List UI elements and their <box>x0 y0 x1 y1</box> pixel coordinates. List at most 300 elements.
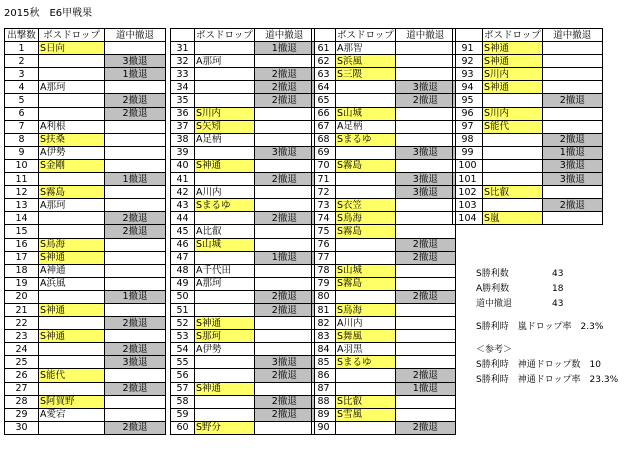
page-title: 2015秋 E6甲戦果 <box>4 8 93 19</box>
sortie-number: 77 <box>312 251 336 264</box>
boss-drop-cell: S比叡 <box>483 186 543 199</box>
header-drop: ボスドロップ <box>196 29 253 41</box>
boss-drop-cell: S舞風 <box>336 330 396 343</box>
sortie-number: 90 <box>312 421 336 434</box>
retreat-cell <box>395 303 455 316</box>
retreat-cell <box>395 159 455 172</box>
retreat-cell: 3撤退 <box>395 173 455 186</box>
sortie-number: 84 <box>312 343 336 356</box>
sortie-number: 100 <box>453 159 483 172</box>
table-row <box>453 146 603 159</box>
table-row <box>312 395 456 408</box>
table-row <box>5 199 166 212</box>
sortie-number: 53 <box>171 330 195 343</box>
sortie-number: 67 <box>312 120 336 133</box>
sortie-number: 61 <box>312 42 336 55</box>
boss-drop-cell: S鳥海 <box>39 238 105 251</box>
sortie-number: 5 <box>5 94 39 107</box>
stat-value: 18 <box>552 284 564 294</box>
retreat-cell: 2撤退 <box>254 369 314 382</box>
boss-drop-cell <box>39 107 105 120</box>
table-row <box>312 133 456 146</box>
sortie-number: 11 <box>5 173 39 186</box>
sortie-number: 43 <box>171 199 195 212</box>
table-row <box>453 159 603 172</box>
table-row <box>171 277 315 290</box>
boss-drop-cell: S神通 <box>195 159 255 172</box>
table-row <box>5 94 166 107</box>
stat-value: 43 <box>552 269 564 279</box>
table-row <box>312 146 456 159</box>
retreat-cell: 2撤退 <box>395 369 455 382</box>
retreat-cell: 3撤退 <box>542 173 602 186</box>
retreat-cell <box>395 199 455 212</box>
header-retreat: 道中撤退 <box>254 29 314 42</box>
sortie-number: 78 <box>312 264 336 277</box>
header-drop: ボスドロップ <box>39 29 105 42</box>
jintsu-drop-count: S勝利時 神通ドロップ数 10 <box>476 360 601 370</box>
sortie-number: 35 <box>171 94 195 107</box>
table-row <box>453 107 603 120</box>
table-row <box>171 133 315 146</box>
boss-drop-cell: S霧島 <box>336 159 396 172</box>
boss-drop-cell <box>336 146 396 159</box>
sortie-number: 99 <box>453 146 483 159</box>
boss-drop-cell <box>195 173 255 186</box>
sortie-number: 19 <box>5 277 39 290</box>
sortie-number: 81 <box>312 303 336 316</box>
boss-drop-cell <box>195 369 255 382</box>
boss-drop-cell: S神通 <box>483 81 543 94</box>
boss-drop-cell: S川内 <box>195 107 255 120</box>
retreat-cell <box>254 277 314 290</box>
table-row <box>312 343 456 356</box>
retreat-cell: 3撤退 <box>395 186 455 199</box>
boss-drop-cell: S浜風 <box>336 55 396 68</box>
results-table-4 <box>452 28 603 225</box>
boss-drop-cell: S山城 <box>336 264 396 277</box>
table-header-row <box>453 29 603 42</box>
header-blank <box>312 29 336 42</box>
sortie-number: 55 <box>171 356 195 369</box>
table-row <box>312 173 456 186</box>
retreat-cell <box>105 159 166 172</box>
boss-drop-cell <box>195 68 255 81</box>
boss-drop-cell: S霧島 <box>336 225 396 238</box>
table-row <box>312 199 456 212</box>
sortie-number: 32 <box>171 55 195 68</box>
retreat-cell <box>254 107 314 120</box>
sortie-number: 24 <box>5 343 39 356</box>
retreat-cell: 2撤退 <box>254 395 314 408</box>
table-row <box>312 277 456 290</box>
boss-drop-cell: S山城 <box>195 238 255 251</box>
retreat-cell: 2撤退 <box>254 408 314 421</box>
table-row <box>5 55 166 68</box>
boss-drop-cell <box>336 382 396 395</box>
boss-drop-cell: A伊勢 <box>39 146 105 159</box>
table-row <box>5 186 166 199</box>
boss-drop-cell <box>336 81 396 94</box>
retreat-cell <box>395 68 455 81</box>
retreat-cell <box>105 146 166 159</box>
sortie-number: 48 <box>171 264 195 277</box>
boss-drop-cell: A足柄 <box>195 133 255 146</box>
table-row <box>5 146 166 159</box>
header-retreat: 道中撤退 <box>542 29 602 42</box>
table-row <box>453 68 603 81</box>
table-header-row <box>5 29 166 42</box>
sortie-number: 75 <box>312 225 336 238</box>
retreat-cell <box>254 159 314 172</box>
table-row <box>5 133 166 146</box>
retreat-cell <box>105 120 166 133</box>
retreat-cell <box>105 264 166 277</box>
retreat-cell <box>105 42 166 55</box>
sortie-number: 63 <box>312 68 336 81</box>
table-row <box>312 68 456 81</box>
retreat-cell: 2撤退 <box>254 94 314 107</box>
retreat-cell <box>542 212 602 225</box>
retreat-cell <box>105 251 166 264</box>
boss-drop-cell <box>336 369 396 382</box>
retreat-cell <box>395 120 455 133</box>
boss-drop-cell: S川内 <box>483 107 543 120</box>
table-row <box>5 356 166 369</box>
table-row <box>171 81 315 94</box>
boss-drop-cell: S扶桑 <box>39 133 105 146</box>
boss-drop-cell: S神通 <box>39 303 105 316</box>
stat-s-wins <box>476 266 563 279</box>
sortie-number: 33 <box>171 68 195 81</box>
sortie-number: 58 <box>171 395 195 408</box>
table-row <box>312 159 456 172</box>
sortie-number: 83 <box>312 330 336 343</box>
arashi-drop-rate: S勝利時 嵐ドロップ率 2.3% <box>476 322 604 332</box>
boss-drop-cell: S霧島 <box>39 186 105 199</box>
retreat-cell: 2撤退 <box>395 94 455 107</box>
table-row <box>5 212 166 225</box>
stat-a-wins <box>476 281 563 294</box>
retreat-cell <box>105 408 166 421</box>
sortie-number: 7 <box>5 120 39 133</box>
boss-drop-cell <box>483 173 543 186</box>
table-row <box>5 264 166 277</box>
retreat-cell <box>395 317 455 330</box>
sortie-number: 65 <box>312 94 336 107</box>
boss-drop-cell: A羽黒 <box>336 343 396 356</box>
boss-drop-cell: S鳥海 <box>336 303 396 316</box>
retreat-cell: 2撤退 <box>105 107 166 120</box>
boss-drop-cell: S神通 <box>483 55 543 68</box>
table-row <box>5 303 166 316</box>
boss-drop-cell: A伊勢 <box>195 343 255 356</box>
table-row <box>5 120 166 133</box>
retreat-cell <box>542 68 602 81</box>
sortie-number: 92 <box>453 55 483 68</box>
retreat-cell <box>542 55 602 68</box>
table-row <box>312 421 456 434</box>
header-drop: ボスドロップ <box>484 29 541 41</box>
sortie-number: 82 <box>312 317 336 330</box>
table-row <box>312 120 456 133</box>
table-row <box>171 42 315 55</box>
boss-drop-cell: A那珂 <box>39 199 105 212</box>
sortie-number: 88 <box>312 395 336 408</box>
retreat-cell <box>542 107 602 120</box>
sortie-number: 80 <box>312 290 336 303</box>
boss-drop-cell: S川内 <box>483 68 543 81</box>
table-row <box>312 225 456 238</box>
retreat-cell <box>395 395 455 408</box>
boss-drop-cell: A利根 <box>39 120 105 133</box>
boss-drop-cell: A那珂 <box>39 81 105 94</box>
boss-drop-cell: S金剛 <box>39 159 105 172</box>
table-row <box>171 421 315 434</box>
retreat-cell: 2撤退 <box>254 303 314 316</box>
retreat-cell <box>254 199 314 212</box>
table-row <box>312 369 456 382</box>
boss-drop-cell: Sまるゆ <box>336 133 396 146</box>
boss-drop-cell: A那珂 <box>195 277 255 290</box>
boss-drop-cell <box>195 42 255 55</box>
table-row <box>171 186 315 199</box>
table-row <box>171 369 315 382</box>
retreat-cell: 2撤退 <box>105 421 166 434</box>
boss-drop-cell <box>336 421 396 434</box>
sortie-number: 50 <box>171 290 195 303</box>
stat-retreats <box>476 296 563 309</box>
boss-drop-cell <box>39 317 105 330</box>
boss-drop-cell <box>39 421 105 434</box>
table-row <box>312 81 456 94</box>
retreat-cell <box>254 120 314 133</box>
retreat-cell: 3撤退 <box>395 81 455 94</box>
retreat-cell: 2撤退 <box>254 212 314 225</box>
sortie-number: 74 <box>312 212 336 225</box>
boss-drop-cell <box>195 395 255 408</box>
table-row <box>312 238 456 251</box>
table-row <box>453 94 603 107</box>
sortie-number: 89 <box>312 408 336 421</box>
sortie-number: 68 <box>312 133 336 146</box>
boss-drop-cell: S日向 <box>39 42 105 55</box>
table-row <box>312 94 456 107</box>
boss-drop-cell <box>39 225 105 238</box>
boss-drop-cell: S野分 <box>195 421 255 434</box>
retreat-cell: 1撤退 <box>105 68 166 81</box>
sortie-number: 42 <box>171 186 195 199</box>
table-row <box>453 133 603 146</box>
table-row <box>453 186 603 199</box>
retreat-cell <box>395 107 455 120</box>
table-row <box>5 107 166 120</box>
boss-drop-cell <box>195 94 255 107</box>
retreat-cell <box>542 120 602 133</box>
retreat-cell: 2撤退 <box>105 225 166 238</box>
sortie-number: 94 <box>453 81 483 94</box>
boss-drop-cell: A千代田 <box>195 264 255 277</box>
boss-drop-cell: S山城 <box>336 107 396 120</box>
sortie-number: 69 <box>312 146 336 159</box>
sortie-number: 60 <box>171 421 195 434</box>
sortie-number: 66 <box>312 107 336 120</box>
table-row <box>5 81 166 94</box>
sortie-number: 79 <box>312 277 336 290</box>
table-row <box>171 238 315 251</box>
header-drop: ボスドロップ <box>337 29 394 41</box>
retreat-cell <box>395 343 455 356</box>
table-row <box>171 356 315 369</box>
retreat-cell <box>254 330 314 343</box>
retreat-cell: 2撤退 <box>105 343 166 356</box>
sortie-number: 31 <box>171 42 195 55</box>
sortie-number: 3 <box>5 68 39 81</box>
table-row <box>171 343 315 356</box>
table-row <box>5 330 166 343</box>
jintsu-drop-rate: S勝利時 神通ドロップ率 23.3% <box>476 375 619 385</box>
retreat-cell <box>105 238 166 251</box>
retreat-cell <box>105 369 166 382</box>
retreat-cell <box>254 238 314 251</box>
boss-drop-cell: S神通 <box>195 317 255 330</box>
boss-drop-cell <box>39 356 105 369</box>
retreat-cell <box>542 81 602 94</box>
boss-drop-cell: S神通 <box>195 382 255 395</box>
table-row <box>312 42 456 55</box>
table-row <box>312 55 456 68</box>
header-blank <box>453 29 483 42</box>
sortie-number: 26 <box>5 369 39 382</box>
table-row <box>171 317 315 330</box>
sortie-number: 37 <box>171 120 195 133</box>
retreat-cell: 3撤退 <box>105 356 166 369</box>
table-row <box>171 199 315 212</box>
table-row <box>453 42 603 55</box>
sortie-number: 98 <box>453 133 483 146</box>
table-row <box>171 303 315 316</box>
table-row <box>453 81 603 94</box>
table-row <box>171 94 315 107</box>
sortie-number: 70 <box>312 159 336 172</box>
stat-label: 道中撤退 <box>476 299 513 309</box>
retreat-cell: 2撤退 <box>254 68 314 81</box>
retreat-cell <box>395 212 455 225</box>
boss-drop-cell: S神通 <box>39 251 105 264</box>
boss-drop-cell <box>39 382 105 395</box>
boss-drop-cell: S霧島 <box>336 277 396 290</box>
sortie-number: 30 <box>5 421 39 434</box>
sortie-number: 102 <box>453 186 483 199</box>
table-row <box>453 120 603 133</box>
boss-drop-cell <box>195 146 255 159</box>
retreat-cell: 3撤退 <box>254 146 314 159</box>
sortie-number: 25 <box>5 356 39 369</box>
stat-label: A勝利数 <box>476 284 510 294</box>
table-row <box>5 421 166 434</box>
sortie-number: 21 <box>5 303 39 316</box>
retreat-cell: 2撤退 <box>395 421 455 434</box>
boss-drop-cell <box>39 212 105 225</box>
retreat-cell <box>105 277 166 290</box>
sortie-number: 6 <box>5 107 39 120</box>
sortie-number: 62 <box>312 55 336 68</box>
boss-drop-cell <box>336 186 396 199</box>
sortie-number: 73 <box>312 199 336 212</box>
sortie-number: 23 <box>5 330 39 343</box>
retreat-cell <box>254 55 314 68</box>
retreat-cell: 3撤退 <box>105 55 166 68</box>
sortie-number: 104 <box>453 212 483 225</box>
retreat-cell <box>395 264 455 277</box>
table-row <box>171 382 315 395</box>
table-row <box>312 186 456 199</box>
retreat-cell: 2撤退 <box>105 317 166 330</box>
table-row <box>5 225 166 238</box>
table-row <box>5 68 166 81</box>
results-table-3 <box>311 28 456 435</box>
boss-drop-cell <box>483 199 543 212</box>
retreat-cell <box>395 42 455 55</box>
retreat-cell <box>105 186 166 199</box>
sortie-number: 97 <box>453 120 483 133</box>
header-retreat: 道中撤退 <box>395 29 455 42</box>
sortie-number: 44 <box>171 212 195 225</box>
table-row <box>312 330 456 343</box>
sortie-number: 96 <box>453 107 483 120</box>
table-row <box>171 212 315 225</box>
table-row <box>5 290 166 303</box>
sortie-number: 10 <box>5 159 39 172</box>
boss-drop-cell: S能代 <box>483 120 543 133</box>
boss-drop-cell: S比叡 <box>336 395 396 408</box>
sortie-number: 103 <box>453 199 483 212</box>
boss-drop-cell: S神通 <box>39 330 105 343</box>
table-row <box>171 395 315 408</box>
table-row <box>5 395 166 408</box>
sortie-number: 28 <box>5 395 39 408</box>
retreat-cell: 2撤退 <box>105 382 166 395</box>
table-row <box>5 408 166 421</box>
retreat-cell <box>395 225 455 238</box>
sortie-number: 15 <box>5 225 39 238</box>
retreat-cell <box>105 395 166 408</box>
table-header-row <box>312 29 456 42</box>
retreat-cell <box>105 199 166 212</box>
table-row <box>312 212 456 225</box>
retreat-cell <box>395 133 455 146</box>
boss-drop-cell: S神通 <box>483 42 543 55</box>
table-row <box>171 120 315 133</box>
retreat-cell <box>105 133 166 146</box>
retreat-cell: 2撤退 <box>395 238 455 251</box>
header-num: 出撃数 <box>5 29 39 42</box>
boss-drop-cell: S矢矧 <box>195 120 255 133</box>
stat-value: 43 <box>552 299 564 309</box>
table-row <box>171 330 315 343</box>
sortie-number: 54 <box>171 343 195 356</box>
table-row <box>5 369 166 382</box>
sortie-number: 64 <box>312 81 336 94</box>
table-row <box>312 290 456 303</box>
boss-drop-cell <box>483 146 543 159</box>
boss-drop-cell: S阿賀野 <box>39 395 105 408</box>
sortie-number: 87 <box>312 382 336 395</box>
sortie-number: 86 <box>312 369 336 382</box>
boss-drop-cell: Sまるゆ <box>195 199 255 212</box>
table-row <box>5 159 166 172</box>
retreat-cell <box>254 343 314 356</box>
